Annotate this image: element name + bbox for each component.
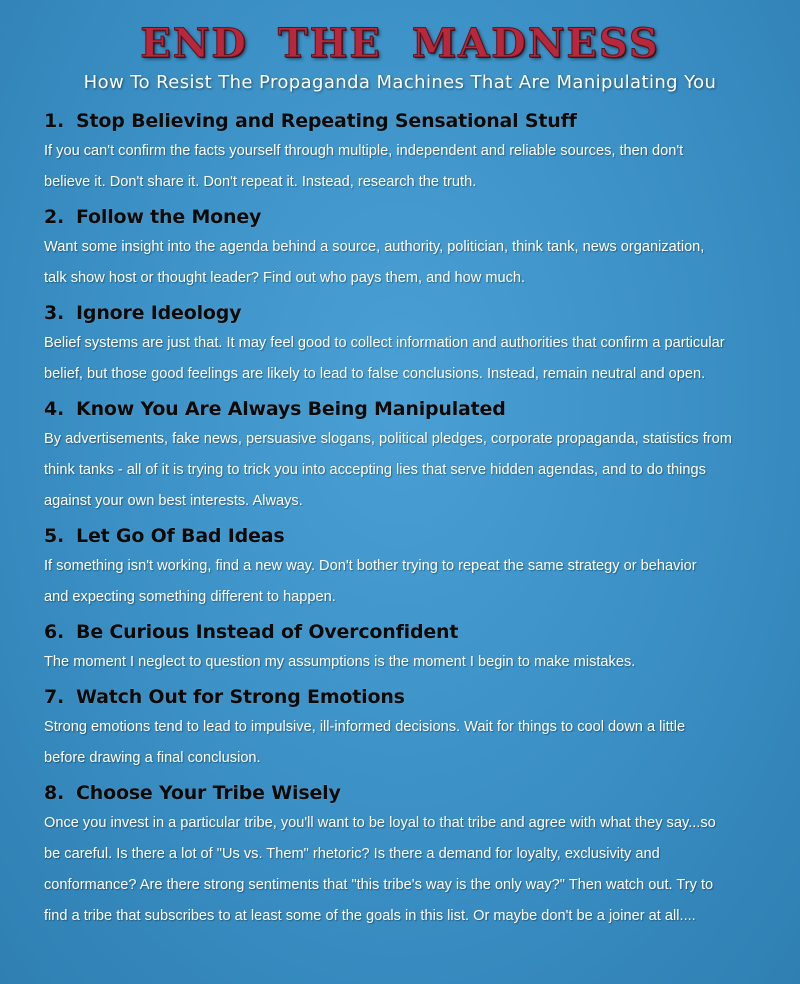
tip-number: 7. — [44, 686, 65, 708]
tip-body — [44, 647, 764, 678]
tip-body — [44, 424, 764, 517]
tip-heading — [44, 394, 764, 424]
tip-heading — [44, 106, 764, 136]
tip-body-line: think tanks - all of it is trying to trick you into accepting lies that serve hidden agendas, and to do things — [44, 462, 706, 478]
tip-heading — [44, 202, 764, 232]
tip-item-3 — [44, 298, 764, 390]
poster-title: END THE MADNESS — [140, 20, 660, 67]
tip-body-line: against your own best interests. Always. — [44, 493, 303, 509]
tip-body-line: If something isn't working, find a new way. Don't bother trying to repeat the same strategy or behavior — [44, 558, 697, 574]
tip-body-line: belief, but those good feelings are likely to lead to false conclusions. Instead, remain neutral and open. — [44, 366, 706, 382]
tip-body-line: conformance? Are there strong sentiments that "this tribe's way is the only way?" Then watch out. Try to — [44, 877, 714, 893]
tip-number: 8. — [44, 782, 65, 804]
tip-item-6 — [44, 617, 764, 678]
tip-item-4 — [44, 394, 764, 517]
tip-body-line: find a tribe that subscribes to at least some of the goals in this list. Or maybe don't be a joiner at all.... — [44, 908, 696, 924]
poster-subtitle: How To Resist The Propaganda Machines That Are Manipulating You — [83, 72, 717, 93]
tip-title: Follow the Money — [76, 206, 262, 228]
tip-body — [44, 232, 764, 294]
tip-heading — [44, 778, 764, 808]
tip-body — [44, 328, 764, 390]
tip-number: 6. — [44, 621, 65, 643]
tip-body-line: Strong emotions tend to lead to impulsive, ill-informed decisions. Wait for things to cool down a little — [44, 719, 686, 735]
tip-body — [44, 808, 764, 932]
tip-body-line: Belief systems are just that. It may feel good to collect information and authorities that confirm a particular — [44, 335, 725, 351]
tip-body-line: The moment I neglect to question my assumptions is the moment I begin to make mistakes. — [44, 654, 636, 670]
tip-body-line: believe it. Don't share it. Don't repeat it. Instead, research the truth. — [44, 174, 477, 190]
tip-title: Be Curious Instead of Overconfident — [76, 621, 459, 643]
tip-item-2 — [44, 202, 764, 294]
tip-body-line: before drawing a final conclusion. — [44, 750, 261, 766]
tip-body-line: Once you invest in a particular tribe, you'll want to be loyal to that tribe and agree with what they say...so — [44, 815, 716, 831]
tips-list — [44, 106, 764, 932]
tip-body — [44, 712, 764, 774]
tip-title: Know You Are Always Being Manipulated — [76, 398, 506, 420]
tip-heading — [44, 617, 764, 647]
tip-body — [44, 551, 764, 613]
tip-body-line: be careful. Is there a lot of "Us vs. Them" rhetoric? Is there a demand for loyalty, exclusivity and — [44, 846, 660, 862]
tip-heading — [44, 682, 764, 712]
tip-body-line: Want some insight into the agenda behind a source, authority, politician, think tank, news organization, — [44, 239, 705, 255]
tip-item-7 — [44, 682, 764, 774]
tip-item-5 — [44, 521, 764, 613]
tip-number: 2. — [44, 206, 65, 228]
tip-body-line: talk show host or thought leader? Find out who pays them, and how much. — [44, 270, 526, 286]
tip-title: Let Go Of Bad Ideas — [76, 525, 285, 547]
tip-number: 4. — [44, 398, 65, 420]
tip-item-1 — [44, 106, 764, 198]
tip-heading — [44, 298, 764, 328]
tip-title: Stop Believing and Repeating Sensational Stuff — [76, 110, 577, 132]
tip-number: 1. — [44, 110, 65, 132]
tip-title: Watch Out for Strong Emotions — [76, 686, 405, 708]
tip-number: 5. — [44, 525, 65, 547]
tip-body-line: and expecting something different to happen. — [44, 589, 336, 605]
tip-item-8 — [44, 778, 764, 932]
tip-title: Choose Your Tribe Wisely — [76, 782, 341, 804]
tip-heading — [44, 521, 764, 551]
tip-title: Ignore Ideology — [76, 302, 242, 324]
tip-body-line: If you can't confirm the facts yourself through multiple, independent and reliable sources, then don't — [44, 143, 684, 159]
tip-body-line: By advertisements, fake news, persuasive slogans, political pledges, corporate propaganda, statistics from — [44, 431, 732, 447]
tip-body — [44, 136, 764, 198]
tip-number: 3. — [44, 302, 65, 324]
